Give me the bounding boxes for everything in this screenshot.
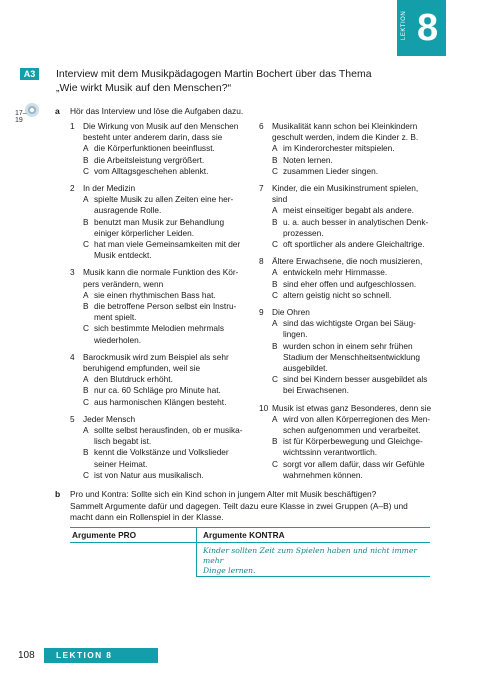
answer-option-text: sind das wichtigste Organ bei Säug- xyxy=(283,318,416,329)
answer-option[interactable] xyxy=(272,239,454,250)
answer-option[interactable] xyxy=(272,217,454,239)
answer-option-text: einiger körperlicher Leiden. xyxy=(94,227,195,238)
question-number: 5 xyxy=(70,413,75,424)
cd-icon xyxy=(25,103,39,117)
footer-lesson-bar xyxy=(44,648,158,663)
answer-option-text: oft sportlicher als andere Gleichaltrige. xyxy=(283,239,425,250)
answer-option-letter: C xyxy=(83,165,89,176)
table-cell-pro[interactable] xyxy=(70,543,196,577)
answer-option-text: kennt die Volkstänze und Volkslieder xyxy=(94,447,229,458)
footer-lesson-label: LEKTION 8 xyxy=(56,650,113,660)
answer-option-text: benutzt man Musik zur Behandlung xyxy=(94,216,225,227)
answer-option[interactable] xyxy=(272,341,454,375)
question-number: 1 xyxy=(70,121,75,131)
answer-option-text: wichtssinn verantwortlich. xyxy=(283,447,378,458)
page-number: 108 xyxy=(18,650,35,661)
answer-option[interactable] xyxy=(272,143,454,154)
answer-option-text: die Arbeitsleistung vergrößert. xyxy=(94,154,205,165)
task-b-line-2: Sammelt Argumente dafür und dagegen. Teilt dazu eure Klasse in zwei Gruppen (A–B) und xyxy=(70,500,408,511)
task-a-letter: a xyxy=(55,106,60,116)
answer-option-text: ist für Körperbewegung und Gleichge- xyxy=(283,436,423,447)
questions-right-column xyxy=(259,121,454,487)
answer-option-letter: B xyxy=(83,154,89,165)
task-b-line-1: Pro und Kontra: Sollte sich ein Kind schon in jungem Alter mit Musik beschäftigen? xyxy=(70,489,377,499)
answer-option[interactable] xyxy=(83,217,260,239)
answer-option-letter: B xyxy=(83,385,89,396)
answer-option-letter: C xyxy=(83,323,89,334)
answer-option[interactable] xyxy=(272,166,454,177)
question-number: 8 xyxy=(259,256,264,267)
question-stem-line: Kinder, die ein Musikinstrument spielen, xyxy=(272,183,419,194)
answer-option[interactable] xyxy=(83,397,260,408)
question-item xyxy=(70,267,260,345)
answer-option-letter: B xyxy=(272,436,278,447)
answer-option-letter: B xyxy=(83,216,89,227)
answer-option-text: u. a. auch besser in analytischen Denk- xyxy=(283,216,429,227)
answer-option-letter: A xyxy=(272,205,278,216)
answer-option[interactable] xyxy=(272,459,454,481)
answer-option-text: die Körperfunktionen beeinflusst. xyxy=(94,143,215,154)
question-number: 10 xyxy=(259,402,269,413)
answer-option-letter: C xyxy=(272,165,278,176)
answer-option-text: zusammen Lieder singen. xyxy=(283,165,379,176)
answer-option-text: aus harmonischen Klängen besteht. xyxy=(94,396,227,407)
answer-option-text: nur ca. 60 Schläge pro Minute hat. xyxy=(94,385,221,396)
answer-option[interactable] xyxy=(272,279,454,290)
task-b-letter: b xyxy=(55,489,61,499)
answer-option[interactable] xyxy=(83,425,260,447)
section-title xyxy=(56,67,372,95)
table-header-contra: Argumente KONTRA xyxy=(196,527,430,543)
answer-option-letter: C xyxy=(272,289,278,300)
answer-option-text: wahrnehmen können. xyxy=(283,469,363,480)
question-stem-line: besteht unter anderem darin, dass sie xyxy=(83,132,223,143)
answer-option-text: sie einen rhythmischen Bass hat. xyxy=(94,289,216,300)
answer-option-text: schen aufgenommen und verarbeitet. xyxy=(283,425,421,436)
answer-option[interactable] xyxy=(272,267,454,278)
answer-option-text: altern geistig nicht so schnell. xyxy=(283,289,392,300)
answer-option[interactable] xyxy=(272,318,454,340)
task-a-instruction: Hör das Interview und löse die Aufgaben dazu. xyxy=(70,106,244,116)
answer-option[interactable] xyxy=(83,155,260,166)
question-stem-line: pers verändern, wenn xyxy=(83,278,164,289)
answer-option[interactable] xyxy=(83,374,260,385)
answer-option-letter: A xyxy=(83,425,89,436)
question-item xyxy=(259,183,454,250)
question-item xyxy=(70,352,260,408)
section-title-line-1: Interview mit dem Musikpädagogen Martin Bochert über das Thema xyxy=(56,68,372,80)
answer-option-letter: B xyxy=(272,216,278,227)
answer-option-text: ment spielt. xyxy=(94,312,137,323)
answer-option-text: sind bei Kindern besser ausgebildet als xyxy=(283,374,428,385)
answer-option-text: Musik entdeckt. xyxy=(94,250,152,261)
question-number: 4 xyxy=(70,351,75,362)
audio-track-number: 17–19 xyxy=(15,110,27,124)
answer-option-text: Noten lernen. xyxy=(283,154,333,165)
answer-option[interactable] xyxy=(83,143,260,154)
answer-option[interactable] xyxy=(83,470,260,481)
answer-option-letter: A xyxy=(272,143,278,154)
answer-option-text: den Blutdruck erhöht. xyxy=(94,374,173,385)
answer-option-text: wiederholen. xyxy=(94,334,142,345)
question-stem-line: Musik kann die normale Funktion des Kör- xyxy=(83,267,239,278)
answer-option-text: wurden schon in einem sehr frühen xyxy=(283,340,413,351)
answer-option-text: seiner Heimat. xyxy=(94,458,148,469)
question-stem-line: Jeder Mensch xyxy=(83,413,136,424)
answer-option-text: die betroffene Person selbst ein Instru- xyxy=(94,301,237,312)
answer-option-text: meist einseitiger begabt als andere. xyxy=(283,205,414,216)
answer-option-letter: C xyxy=(83,239,89,250)
answer-option-text: vom Alltagsgeschehen ablenkt. xyxy=(94,165,209,176)
question-item xyxy=(70,121,260,177)
answer-option[interactable] xyxy=(272,414,454,436)
pro-contra-table xyxy=(70,527,430,577)
answer-option[interactable] xyxy=(83,447,260,469)
question-stem-line: geschult werden, indem die Kinder z. B. xyxy=(272,132,419,143)
contra-example-line-1: Kinder sollten Zeit zum Spielen haben und nicht immer mehr xyxy=(203,546,417,565)
question-stem-line: sind xyxy=(272,194,288,205)
table-cell-contra[interactable] xyxy=(196,543,430,577)
question-stem-line: Musikalität kann schon bei Kleinkindern xyxy=(272,121,418,131)
question-stem-line: In der Medizin xyxy=(83,183,136,194)
answer-option-text: sind eher offen und aufgeschlossen. xyxy=(283,278,417,289)
answer-option[interactable] xyxy=(83,290,260,301)
question-stem-line: Barockmusik wird zum Beispiel als sehr xyxy=(83,351,229,362)
answer-option-text: entwickeln mehr Hirnmasse. xyxy=(283,267,388,278)
task-b-line-3: macht dann ein Rollenspiel in der Klasse. xyxy=(70,512,224,522)
question-number: 2 xyxy=(70,183,75,194)
answer-option-letter: C xyxy=(83,469,89,480)
question-number: 7 xyxy=(259,183,264,194)
answer-option-letter: B xyxy=(83,301,89,312)
task-b-instruction xyxy=(70,489,480,524)
question-number: 6 xyxy=(259,121,264,131)
chapter-tab xyxy=(397,0,446,56)
answer-option[interactable] xyxy=(83,323,260,345)
answer-option-letter: A xyxy=(272,413,278,424)
answer-option[interactable] xyxy=(272,155,454,166)
answer-option-text: im Kinderorchester mitspielen. xyxy=(283,143,395,154)
answer-option[interactable] xyxy=(272,374,454,396)
question-number: 3 xyxy=(70,267,75,278)
answer-option-text: Stadium der Menschheitsentwicklung xyxy=(283,351,420,362)
section-title-line-2: „Wie wirkt Musik auf den Menschen?“ xyxy=(56,82,232,94)
answer-option[interactable] xyxy=(83,385,260,396)
question-stem-line: beruhigend empfunden, weil sie xyxy=(83,363,201,374)
answer-option-letter: A xyxy=(272,267,278,278)
answer-option-text: sollte selbst herausfinden, ob er musika- xyxy=(94,425,243,436)
answer-option-text: ist von Natur aus musikalisch. xyxy=(94,469,204,480)
answer-option-text: bei Erwachsenen. xyxy=(283,385,349,396)
question-item xyxy=(70,414,260,481)
question-stem-line: Musik ist etwas ganz Besonderes, denn sie xyxy=(272,402,432,413)
question-item xyxy=(259,256,454,301)
answer-option-text: lingen. xyxy=(283,329,308,340)
answer-option-letter: C xyxy=(272,458,278,469)
answer-option-letter: C xyxy=(83,396,89,407)
question-stem-line: Ältere Erwachsene, die noch musizieren, xyxy=(272,256,423,267)
contra-example-line-2: Dinge lernen. xyxy=(203,566,256,575)
answer-option-letter: B xyxy=(272,340,278,351)
answer-option-text: prozessen. xyxy=(283,227,324,238)
answer-option-letter: A xyxy=(83,194,89,205)
answer-option-text: spielte Musik zu allen Zeiten eine her- xyxy=(94,194,234,205)
question-stem-line: Die Ohren xyxy=(272,307,310,318)
table-body-row xyxy=(70,543,430,577)
answer-option[interactable] xyxy=(272,436,454,458)
answer-option-text: sich bestimmte Melodien mehrmals xyxy=(94,323,225,334)
table-header-pro: Argumente PRO xyxy=(70,527,196,543)
questions-left-column xyxy=(70,121,260,487)
answer-option[interactable] xyxy=(272,290,454,301)
answer-option-text: lisch begabt ist. xyxy=(94,436,152,447)
answer-option-text: ausragende Rolle. xyxy=(94,205,162,216)
answer-option[interactable] xyxy=(83,301,260,323)
answer-option-letter: A xyxy=(83,143,89,154)
answer-option[interactable] xyxy=(83,239,260,261)
question-item xyxy=(70,183,260,261)
answer-option-letter: A xyxy=(83,289,89,300)
answer-option-letter: A xyxy=(83,374,89,385)
chapter-tab-label: LEKTION xyxy=(401,10,407,40)
answer-option[interactable] xyxy=(272,205,454,216)
answer-option-letter: A xyxy=(272,318,278,329)
answer-option[interactable] xyxy=(83,194,260,216)
answer-option-letter: B xyxy=(272,278,278,289)
answer-option-text: wird von allen Körperregionen des Men- xyxy=(283,413,431,424)
answer-option-letter: B xyxy=(83,447,89,458)
answer-option-text: ausgebildet. xyxy=(283,363,328,374)
question-item xyxy=(259,121,454,177)
question-item xyxy=(259,307,454,397)
chapter-tab-number: 8 xyxy=(417,7,439,49)
question-stem-line: Die Wirkung von Musik auf den Menschen xyxy=(83,121,239,131)
answer-option-letter: C xyxy=(272,374,278,385)
answer-option-letter: C xyxy=(272,239,278,250)
question-number: 9 xyxy=(259,307,264,318)
answer-option-text: hat man viele Gemeinsamkeiten mit der xyxy=(94,239,241,250)
answer-option-letter: B xyxy=(272,154,278,165)
question-item xyxy=(259,403,454,481)
table-header-row xyxy=(70,527,430,543)
answer-option-text: sorgt vor allem dafür, dass wir Gefühle xyxy=(283,458,425,469)
answer-option[interactable] xyxy=(83,166,260,177)
section-badge: A3 xyxy=(20,68,39,80)
